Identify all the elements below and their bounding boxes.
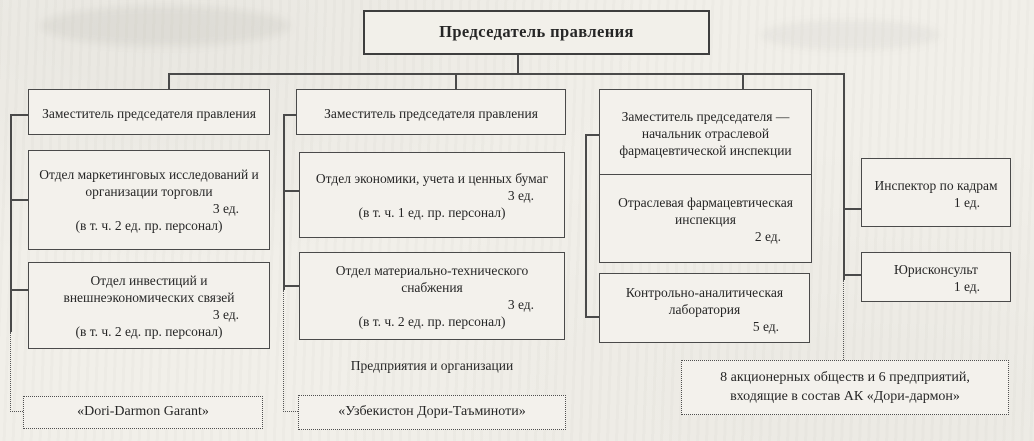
inspector-title: Инспектор по кадрам [874, 177, 998, 193]
affiliates-group-text: 8 акционерных обществ и 6 предприятий, входящие в состав АК «Дори-дармон» [720, 370, 970, 404]
dept-economics-box [299, 152, 565, 238]
affiliate-uzbekiston-box [298, 395, 566, 430]
inspector-box [861, 158, 1011, 227]
connector-stub-lawyer [843, 274, 861, 276]
deputy1-box [28, 89, 270, 135]
affiliate-name: «Узбекистон Дори-Таъминоти» [338, 404, 526, 420]
deputy3-title: Заместитель председателя — начальник отраслевой фармацевтической инспекции [619, 108, 792, 158]
dept-name: Отдел экономики, учета и ценных бумаг [315, 170, 549, 186]
connector-stub-col1-dept2 [10, 289, 28, 291]
lawyer-headcount: 1 ед. [953, 279, 980, 294]
inspector-headcount: 1 ед. [953, 194, 980, 210]
scan-artifact [40, 6, 290, 46]
affiliates-group-box [681, 360, 1009, 415]
connector-stub-col1-deputy [10, 114, 28, 116]
connector-right-rail-dotted [843, 280, 844, 360]
deputy2-box [296, 89, 566, 135]
section-label-enterprises: Предприятия и организации [350, 358, 514, 373]
dept-headcount: 3 ед. [507, 187, 534, 203]
dept-note: (в т. ч. 2 ед. пр. персонал) [75, 323, 223, 339]
chairman-title: Председатель правления [439, 22, 634, 42]
inspection-name: Отраслевая фармацевтическая инспекция [618, 195, 793, 227]
scan-artifact [760, 20, 940, 50]
affiliate-name: «Dori-Darmon Garant» [77, 404, 209, 420]
connector-col2-rail [283, 114, 285, 290]
lawyer-title: Юрисконсульт [894, 262, 978, 277]
connector-stub-col2-dept1 [283, 190, 299, 192]
lab-box [599, 273, 810, 343]
dept-name: Отдел материально-технического снабжения [335, 263, 529, 295]
dept-note: (в т. ч. 1 ед. пр. персонал) [358, 204, 506, 220]
deputy1-title: Заместитель председателя правления [42, 105, 256, 121]
connector-col2-affiliate-dotted [283, 411, 298, 412]
connector-col1-affiliate-dotted [10, 411, 23, 412]
connector-col1-rail-dotted [10, 332, 11, 412]
connector-col1-rail [10, 114, 12, 332]
connector-drop-col1 [168, 73, 170, 90]
dept-supply-box [299, 252, 565, 340]
dept-headcount: 3 ед. [212, 201, 239, 216]
dept-note: (в т. ч. 2 ед. пр. персонал) [358, 314, 506, 329]
connector-stub-col2-deputy [283, 114, 296, 116]
dept-name: Отдел инвестиций и внешнеэкономических связей [63, 272, 235, 305]
connector-chairman-stem [517, 55, 519, 74]
connector-stub-col2-dept2 [283, 285, 299, 287]
dept-name: Отдел маркетинговых исследований и организации торговли [39, 167, 259, 199]
connector-stub-col1-dept1 [10, 199, 28, 201]
deputy2-title: Заместитель председателя правления [324, 105, 538, 121]
connector-col3-rail [585, 134, 587, 318]
connector-drop-col3 [742, 73, 744, 90]
lawyer-box [861, 252, 1011, 302]
connector-drop-col2 [455, 73, 457, 90]
lab-name: Контрольно-аналитическая лаборатория [625, 284, 784, 317]
dept-headcount: 3 ед. [212, 306, 239, 322]
connector-right-rail [843, 73, 845, 280]
dept-investments-box [28, 262, 270, 349]
dept-note: (в т. ч. 2 ед. пр. персонал) [75, 218, 223, 233]
dept-headcount: 3 ед. [507, 297, 534, 312]
connector-stub-inspector [843, 208, 861, 210]
inspection-headcount: 2 ед. [754, 229, 781, 244]
connector-stub-col3-deputy [585, 134, 599, 136]
affiliate-dori-darmon-garant-box [23, 396, 263, 429]
deputy3-inspection-box [599, 89, 812, 263]
dept-marketing-box [28, 150, 270, 250]
lab-headcount: 5 ед. [752, 318, 779, 334]
chairman-box [363, 10, 710, 55]
connector-col2-rail-dotted [283, 290, 284, 412]
connector-stub-col3-lab [585, 316, 599, 318]
